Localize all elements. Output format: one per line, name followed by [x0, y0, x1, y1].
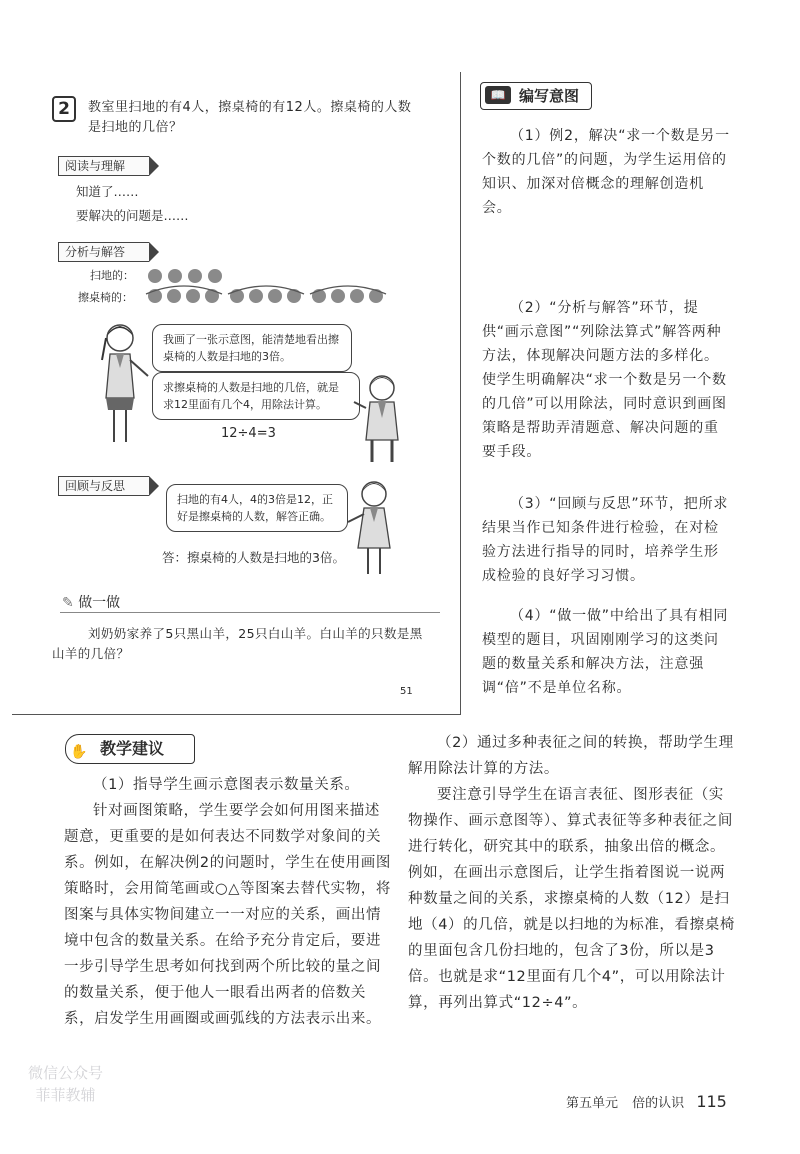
desk-dot: [186, 289, 200, 303]
example-line1: 教室里扫地的有4人，擦桌椅的有12人。擦桌椅的人数: [88, 100, 412, 115]
practice-title-text: 做一做: [78, 595, 121, 611]
watermark: [28, 1062, 103, 1106]
read-understand-tag: 阅读与理解: [58, 156, 149, 176]
desk-dot: [350, 289, 364, 303]
speech-bubble-review: 扫地的有4人，4的3倍是12，正好是擦桌椅的人数，解答正确。: [166, 484, 348, 532]
intent-heading: [480, 82, 592, 110]
intent-title: 编写意图: [519, 87, 580, 105]
desk-dot: [287, 289, 301, 303]
teaching-left-paragraph-1: （1）指导学生画示意图表示数量关系。: [93, 777, 360, 793]
review-reflect-tag: 回顾与反思: [58, 476, 149, 496]
teaching-title: 教学建议: [100, 739, 165, 758]
textbook-page-number: 51: [400, 686, 413, 697]
example-number: 2: [52, 96, 76, 122]
known-text: 知道了……: [76, 184, 139, 199]
desk-dot: [268, 289, 282, 303]
speech-bubble-division: 求擦桌椅的人数是扫地的几倍，就是求12里面有几个4，用除法计算。: [152, 372, 360, 420]
problem-to-solve-text: 要解决的问题是……: [76, 208, 189, 223]
answer-text: 答：擦桌椅的人数是扫地的3倍。: [162, 550, 345, 565]
desk-dot: [167, 289, 181, 303]
speech-bubble-diagram: 我画了一张示意图，能清楚地看出擦桌椅的人数是扫地的3倍。: [152, 324, 352, 372]
sweep-dot: [208, 269, 222, 283]
teaching-left-paragraph-2: 针对画图策略，学生要学会如何用图来描述题意，更重要的是如何表达不同数学对象间的关系。例如，在解决例2的问题时，学生在使用画图策略时，会用简笔画或○△等图案去替代实物，将图案与具体实物间建立一一对应的关系，画出情境中包含的数量关系。在给予充分肯定后，要进一步引导学生思考如何找到两个所比较的量之间的数量关系，便于他人一眼看出两者的倍数关系，启发学生用画圈或画弧线的方法表示出来。: [64, 803, 392, 1027]
footer-topic: 倍的认识: [632, 1096, 685, 1111]
sweep-label: 扫地的：: [90, 269, 134, 282]
practice-problem: [52, 624, 454, 664]
watermark-line1: 微信公众号: [28, 1064, 104, 1082]
intent-paragraph-1: （1）例2，解决“求一个数是另一个数的几倍”的问题，为学生运用倍的知识、加深对倍概念的理解创造机会。: [482, 128, 730, 216]
footer: [566, 1092, 727, 1111]
intent-paragraph-3: （3）“回顾与反思”环节，把所求结果当作已知条件进行检验，在对检验方法进行指导的同时，培养学生形成检验的良好学习习惯。: [482, 496, 729, 584]
book-icon: 📖: [485, 86, 511, 104]
teaching-heading: [65, 734, 195, 764]
example-problem: [88, 98, 448, 138]
teaching-right-paragraph-2: 要注意引导学生在语言表征、图形表征（实物操作、画示意图等）、算式表征等多种表征之间进行转化，研究其中的联系，抽象出倍的概念。例如，在画出示意图后，让学生指着图说一说两种数量之间的关系，求擦桌椅的人数（12）是扫地（4）的几倍，就是以扫地的为标准，看擦桌椅的里面包含几份扫地的，包含了3份，所以是3倍。也就是求“12里面有几个4”，可以用除法计算，再列出算式“12÷4”。: [408, 787, 735, 1011]
pencil-icon: ✎: [62, 595, 74, 611]
desk-dots-diagram: [140, 282, 390, 312]
girl-illustration: [90, 320, 150, 450]
desk-dot: [205, 289, 219, 303]
analyze-answer-tag: 分析与解答: [58, 242, 149, 262]
practice-line2: 山羊的几倍？: [52, 646, 130, 661]
practice-title: [62, 592, 120, 612]
desk-label: 擦桌椅的：: [78, 291, 133, 304]
practice-divider: [60, 612, 440, 613]
example-line2: 是扫地的几倍？: [88, 120, 183, 135]
watermark-line2: 菲菲教辅: [35, 1086, 96, 1104]
footer-unit: 第五单元: [566, 1096, 619, 1111]
sweep-dot: [168, 269, 182, 283]
sweep-dot: [148, 269, 162, 283]
desk-dot: [369, 289, 383, 303]
hand-icon: ✋: [70, 744, 88, 760]
intent-paragraph-2: （2）“分析与解答”环节，提供“画示意图”“列除法算式”解答两种方法，体现解决问题方法的多样化。使学生明确解决“求一个数是另一个数的几倍”可以用除法，同时意识到画图策略是帮助弄清题意、解决问题的重要手段。: [482, 300, 727, 460]
intent-paragraph-4: （4）“做一做”中给出了具有相同模型的题目，巩固刚刚学习的这类问题的数量关系和解决方法，注意强调“倍”不是单位名称。: [482, 608, 729, 696]
practice-line1: 刘奶奶家养了5只黑山羊，25只白山羊。白山羊的只数是黑: [88, 626, 423, 641]
sweep-dot: [188, 269, 202, 283]
boy-illustration: [350, 372, 414, 464]
equation: 12÷4=3: [221, 426, 276, 441]
teaching-right-paragraph-1: （2）通过多种表征之间的转换，帮助学生理解用除法计算的方法。: [408, 735, 734, 777]
girl-illustration-2: [344, 478, 404, 578]
desk-dot: [331, 289, 345, 303]
desk-dot: [249, 289, 263, 303]
footer-page-number: 115: [696, 1092, 727, 1111]
